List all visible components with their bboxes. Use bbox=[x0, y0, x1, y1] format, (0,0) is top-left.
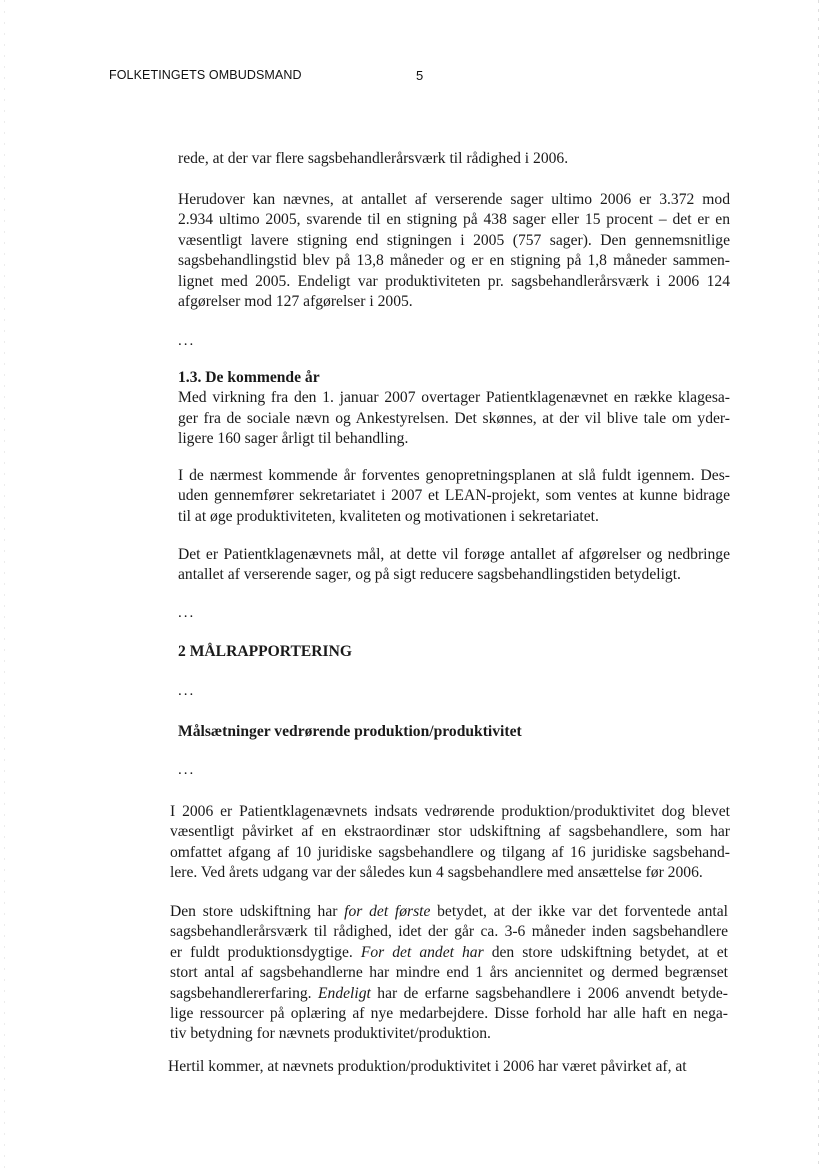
page-number: 5 bbox=[416, 68, 424, 83]
text-line: ger fra de sociale nævn og Ankestyrelsen. Det skønnes, at der vil blive tale om yder- bbox=[178, 409, 730, 427]
text-line: lignet med 2005. Endeligt var produktiviteten pr. sagsbehandlerårsværk i 2006 124 bbox=[178, 272, 730, 290]
ellipsis: ... bbox=[178, 605, 196, 621]
section-2 bbox=[178, 642, 730, 662]
header-organization: FOLKETINGETS OMBUDSMAND bbox=[109, 68, 302, 82]
text-run: Den store udskiftning har bbox=[170, 903, 345, 920]
text-run-italic: Endeligt bbox=[318, 984, 371, 1002]
text-line: afgørelser mod 127 afgørelser i 2005. bbox=[178, 293, 413, 311]
text-line: omfattet afgang af 10 juridiske sagsbehandlere og tilgang af 16 juridiske sagsbehand- bbox=[170, 843, 730, 861]
heading-maalrapportering: 2 MÅLRAPPORTERING bbox=[178, 643, 353, 660]
text-run: den store udskiftning betydet, at et bbox=[483, 943, 729, 961]
paragraph-goal bbox=[178, 545, 730, 586]
text-line bbox=[170, 943, 728, 963]
text-line: sagsbehandlingstid blev på 13,8 måneder og er en stigning på 1,8 måneder sammen- bbox=[178, 252, 730, 270]
text-run-italic: for det første bbox=[344, 903, 431, 920]
paragraph-additional bbox=[168, 1057, 728, 1077]
text-line: rede, at der var flere sagsbehandlerårsværk til rådighed i 2006. bbox=[178, 150, 569, 167]
scan-edge-right bbox=[818, 0, 819, 1168]
text-line: ligere 160 sager årligt til behandling. bbox=[178, 430, 409, 448]
text-run: betydet, at der ikke var det forventede antal bbox=[430, 903, 728, 920]
text-line: tiv betydning for nævnets produktivitet/produktion. bbox=[170, 1025, 491, 1043]
text-line: 2.934 ultimo 2005, svarende til en stigning på 438 sager eller 15 procent – det er en bbox=[178, 211, 730, 229]
text-line bbox=[170, 902, 728, 922]
section-1-3 bbox=[178, 368, 730, 450]
paragraph-coming-years bbox=[178, 466, 730, 527]
subsection-production bbox=[178, 722, 730, 742]
text-run: er fuldt produktionsdygtige. bbox=[170, 943, 361, 961]
scan-edge-left bbox=[4, 0, 5, 1168]
heading-production-goals: Målsætninger vedrørende produktion/produktivitet bbox=[178, 723, 522, 740]
paragraph-staff-turnover bbox=[170, 802, 730, 884]
text-line: Hertil kommer, at nævnets produktion/produktivitet i 2006 har været påvirket af, at bbox=[168, 1058, 687, 1075]
text-line: til at øge produktiviteten, kvaliteten og motivationen i sekretariatet. bbox=[178, 507, 599, 525]
text-line: Med virkning fra den 1. januar 2007 overtager Patientklagenævnet en række klagesa- bbox=[178, 389, 730, 407]
heading-1-3: 1.3. De kommende år bbox=[178, 369, 320, 386]
text-line: Det er Patientklagenævnets mål, at dette vil forøge antallet af afgørelser og nedbringe bbox=[178, 546, 730, 563]
text-run: sagsbehandlererfaring. bbox=[170, 984, 319, 1002]
text-line: stort antal af sagsbehandlerne har mindre end 1 års anciennitet og dermed begrænset bbox=[170, 964, 728, 982]
ellipsis: ... bbox=[178, 333, 196, 349]
text-line: uden gennemfører sekretariatet i 2007 et LEAN-projekt, som ventes at kunne bidrage bbox=[178, 487, 730, 505]
text-run: har de erfarne sagsbehandlere i 2006 anvendt betyde- bbox=[370, 984, 728, 1002]
text-line: væsentligt lavere stigning end stigningen i 2005 (757 sager). Den gennemsnitlige bbox=[178, 231, 730, 249]
text-line: væsentligt påvirket af en ekstraordinær stor udskiftning af sagsbehandlere, som har bbox=[170, 823, 730, 841]
paragraph-continuation bbox=[178, 149, 730, 169]
text-run-italic: For det andet har bbox=[360, 943, 484, 961]
text-line: Herudover kan nævnes, at antallet af verserende sager ultimo 2006 er 3.372 mod bbox=[178, 191, 730, 208]
paragraph-turnover-effects bbox=[170, 902, 728, 1045]
text-line: I de nærmest kommende år forventes genopretningsplanen at slå fuldt igennem. Des- bbox=[178, 467, 730, 484]
paragraph-pending-cases bbox=[178, 190, 730, 312]
text-line: antallet af verserende sager, og på sigt reducere sagsbehandlingstiden betydeligt. bbox=[178, 566, 681, 584]
text-line: lere. Ved årets udgang var der således kun 4 sagsbehandlere med ansættelse før 2006. bbox=[170, 864, 703, 882]
text-line: I 2006 er Patientklagenævnets indsats vedrørende produktion/produktivitet dog blevet bbox=[170, 803, 730, 820]
text-line: sagsbehandlerårsværk til rådighed, idet der går ca. 3-6 måneder inden sagsbehandlere bbox=[170, 923, 728, 941]
text-line bbox=[170, 984, 728, 1004]
text-line: lige ressourcer på oplæring af nye medarbejdere. Disse forhold har alle haft en nega- bbox=[170, 1005, 728, 1023]
ellipsis: ... bbox=[178, 683, 196, 699]
ellipsis: ... bbox=[178, 762, 196, 778]
